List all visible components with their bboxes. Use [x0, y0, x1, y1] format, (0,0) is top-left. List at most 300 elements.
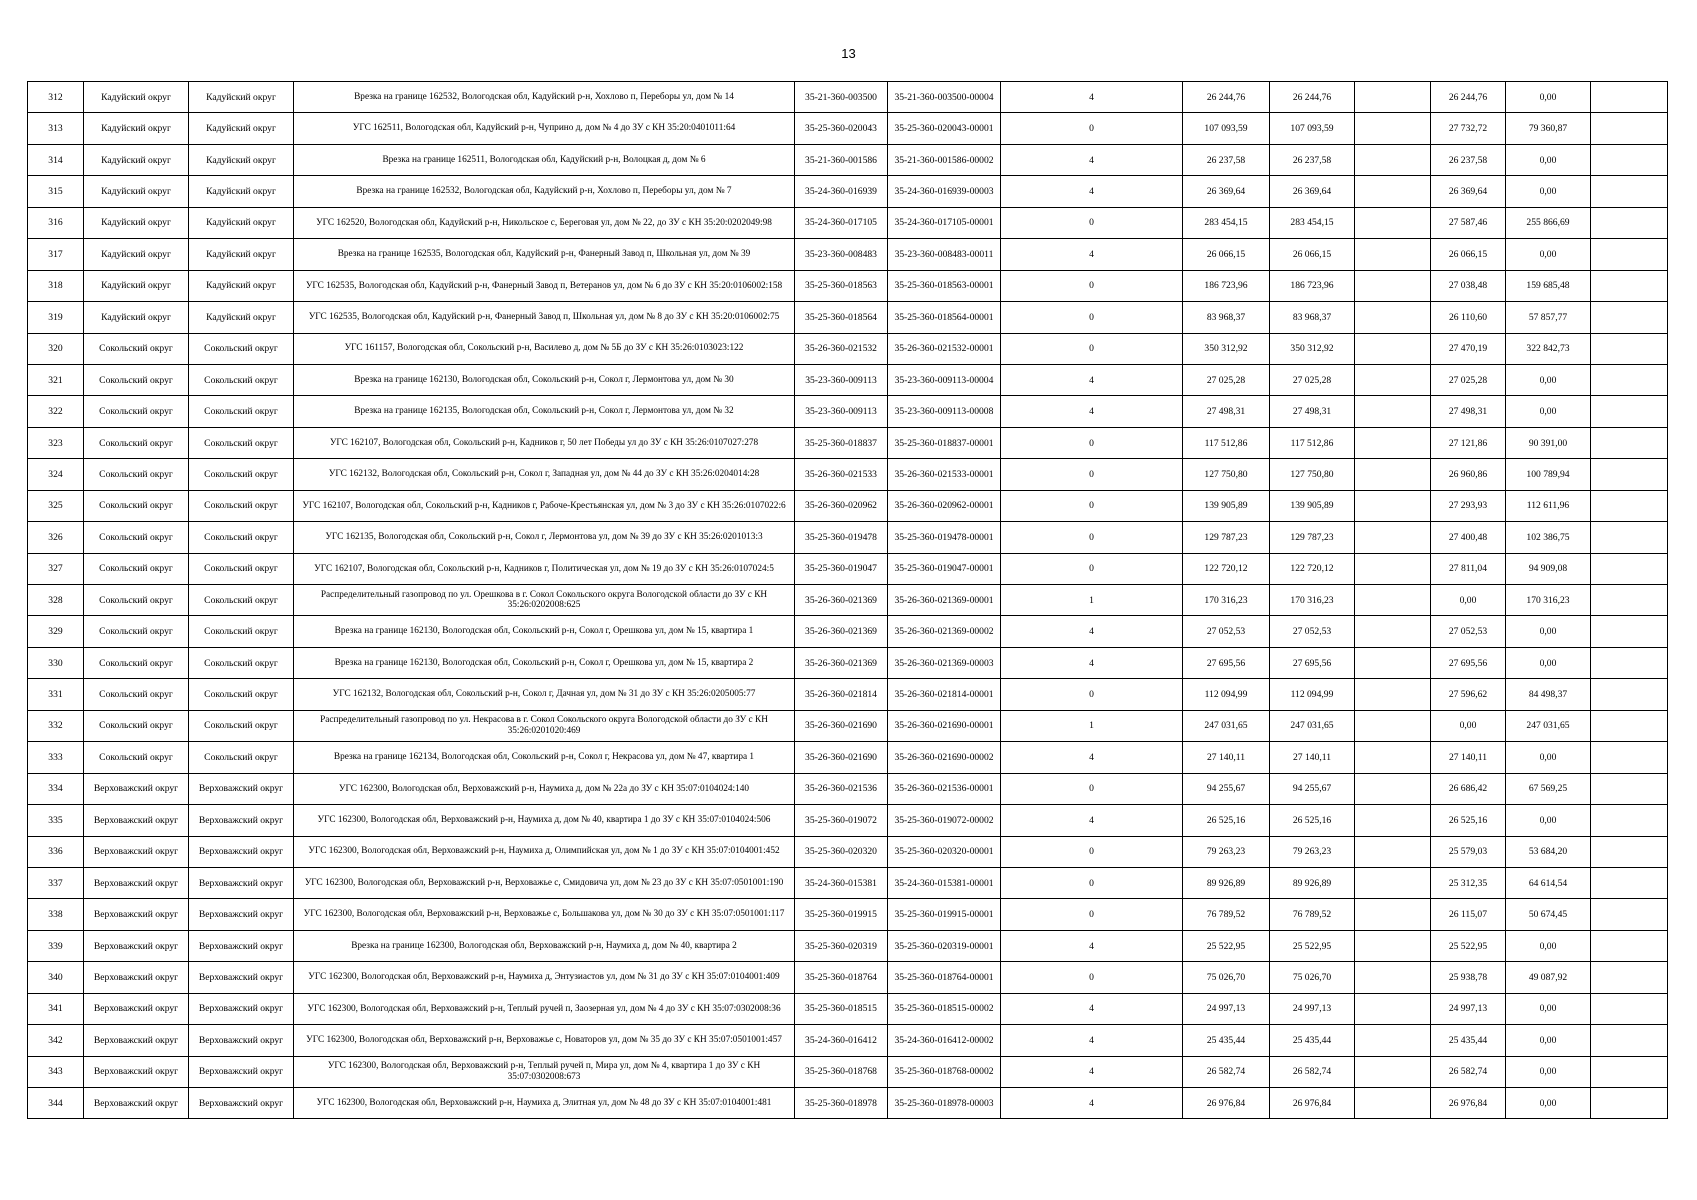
row-number-cell: 319 [28, 302, 84, 333]
connection-cost-cell: 27 038,48 [1431, 270, 1506, 301]
cadastral-number-cell: 35-26-360-021532-00001 [888, 333, 1001, 364]
cadastral-number-cell: 35-24-360-016939-00003 [888, 176, 1001, 207]
cost-cell: 129 787,23 [1270, 522, 1355, 553]
cadastral-number-cell: 35-24-360-016412-00002 [888, 1025, 1001, 1056]
cadastral-number-cell: 35-26-360-020962-00001 [888, 490, 1001, 521]
row-number-cell: 314 [28, 144, 84, 175]
empty-cell [1591, 805, 1668, 836]
municipality-cell: Сокольский округ [189, 553, 294, 584]
connection-cost-cell: 0,00 [1431, 585, 1506, 616]
table-row [28, 773, 1668, 804]
row-number-cell: 331 [28, 679, 84, 710]
municipality-cell: Кадуйский округ [189, 176, 294, 207]
category-cell: 4 [1001, 805, 1183, 836]
empty-cell [1591, 585, 1668, 616]
empty-cell [1355, 1025, 1431, 1056]
object-code-cell: 35-25-360-018837 [795, 427, 888, 458]
cost-cell: 26 369,64 [1270, 176, 1355, 207]
cost-cell: 26 976,84 [1270, 1088, 1355, 1119]
address-cell: УГС 162132, Вологодская обл, Сокольский р-н, Сокол г, Дачная ул, дом № 31 до ЗУ с КН 35:26:0205005:77 [294, 679, 795, 710]
table-row [28, 1056, 1668, 1087]
table-row [28, 333, 1668, 364]
empty-cell [1355, 239, 1431, 270]
network-cost-cell: 79 360,87 [1506, 113, 1591, 144]
cost-cell: 26 244,76 [1270, 82, 1355, 113]
cadastral-number-cell: 35-24-360-015381-00001 [888, 867, 1001, 898]
table-row [28, 239, 1668, 270]
address-cell: УГС 162107, Вологодская обл, Сокольский р-н, Кадников г, 50 лет Победы ул до ЗУ с КН 35:26:0107027:278 [294, 427, 795, 458]
empty-cell [1355, 679, 1431, 710]
total-cost-cell: 89 926,89 [1183, 867, 1270, 898]
table-row [28, 302, 1668, 333]
total-cost-cell: 112 094,99 [1183, 679, 1270, 710]
cost-cell: 26 066,15 [1270, 239, 1355, 270]
total-cost-cell: 26 976,84 [1183, 1088, 1270, 1119]
table-row [28, 805, 1668, 836]
municipality-cell: Кадуйский округ [189, 113, 294, 144]
connection-cost-cell: 26 686,42 [1431, 773, 1506, 804]
empty-cell [1355, 1056, 1431, 1087]
district-cell: Кадуйский округ [84, 113, 189, 144]
total-cost-cell: 186 723,96 [1183, 270, 1270, 301]
cadastral-number-cell: 35-24-360-017105-00001 [888, 207, 1001, 238]
empty-cell [1591, 396, 1668, 427]
municipality-cell: Верховажский округ [189, 867, 294, 898]
table-row [28, 553, 1668, 584]
object-code-cell: 35-26-360-021369 [795, 585, 888, 616]
total-cost-cell: 24 997,13 [1183, 993, 1270, 1024]
total-cost-cell: 94 255,67 [1183, 773, 1270, 804]
network-cost-cell: 247 031,65 [1506, 710, 1591, 741]
cost-cell: 25 522,95 [1270, 930, 1355, 961]
table-row [28, 899, 1668, 930]
network-cost-cell: 0,00 [1506, 239, 1591, 270]
empty-cell [1355, 113, 1431, 144]
total-cost-cell: 139 905,89 [1183, 490, 1270, 521]
cadastral-number-cell: 35-26-360-021690-00002 [888, 742, 1001, 773]
connection-cost-cell: 25 435,44 [1431, 1025, 1506, 1056]
network-cost-cell: 94 909,08 [1506, 553, 1591, 584]
district-cell: Верховажский округ [84, 805, 189, 836]
connection-cost-cell: 27 121,86 [1431, 427, 1506, 458]
connection-cost-cell: 25 312,35 [1431, 867, 1506, 898]
address-cell: УГС 162300, Вологодская обл, Верховажский р-н, Наумиха д, Олимпийская ул, дом № 1 до ЗУ с КН 35:07:0104001:452 [294, 836, 795, 867]
cost-cell: 75 026,70 [1270, 962, 1355, 993]
category-cell: 0 [1001, 459, 1183, 490]
address-cell: УГС 162535, Вологодская обл, Кадуйский р-н, Фанерный Завод п, Школьная ул, дом № 8 до ЗУ с КН 35:20:0106002:75 [294, 302, 795, 333]
table-row [28, 1025, 1668, 1056]
page-number: 13 [841, 46, 856, 61]
total-cost-cell: 79 263,23 [1183, 836, 1270, 867]
connection-cost-cell: 0,00 [1431, 710, 1506, 741]
address-cell: Врезка на границе 162130, Вологодская обл, Сокольский р-н, Сокол г, Орешкова ул, дом № 15, квартира 1 [294, 616, 795, 647]
network-cost-cell: 0,00 [1506, 805, 1591, 836]
empty-cell [1355, 773, 1431, 804]
total-cost-cell: 170 316,23 [1183, 585, 1270, 616]
empty-cell [1355, 459, 1431, 490]
address-cell: Распределительный газопровод по ул. Орешкова в г. Сокол Сокольского округа Вологодской области до ЗУ с КН 35:26:0202008:625 [294, 585, 795, 616]
object-code-cell: 35-25-360-020043 [795, 113, 888, 144]
table-row [28, 176, 1668, 207]
cadastral-number-cell: 35-26-360-021533-00001 [888, 459, 1001, 490]
empty-cell [1355, 805, 1431, 836]
empty-cell [1355, 144, 1431, 175]
cost-cell: 112 094,99 [1270, 679, 1355, 710]
category-cell: 4 [1001, 742, 1183, 773]
table-row [28, 144, 1668, 175]
object-code-cell: 35-25-360-018768 [795, 1056, 888, 1087]
network-cost-cell: 0,00 [1506, 742, 1591, 773]
network-cost-cell: 84 498,37 [1506, 679, 1591, 710]
address-cell: УГС 162300, Вологодская обл, Верховажский р-н, Теплый ручей п, Заозерная ул, дом № 4 до ЗУ с КН 35:07:0302008:36 [294, 993, 795, 1024]
empty-cell [1591, 962, 1668, 993]
connection-cost-cell: 26 237,58 [1431, 144, 1506, 175]
district-cell: Верховажский округ [84, 962, 189, 993]
table-row [28, 930, 1668, 961]
table-row [28, 270, 1668, 301]
total-cost-cell: 27 052,53 [1183, 616, 1270, 647]
row-number-cell: 325 [28, 490, 84, 521]
row-number-cell: 344 [28, 1088, 84, 1119]
cadastral-number-cell: 35-26-360-021690-00001 [888, 710, 1001, 741]
total-cost-cell: 122 720,12 [1183, 553, 1270, 584]
table-row [28, 962, 1668, 993]
total-cost-cell: 27 025,28 [1183, 364, 1270, 395]
municipality-cell: Сокольский округ [189, 333, 294, 364]
empty-cell [1591, 333, 1668, 364]
address-cell: УГС 162300, Вологодская обл, Верховажский р-н, Наумиха д, дом № 40, квартира 1 до ЗУ с КН 35:07:0104024:506 [294, 805, 795, 836]
district-cell: Сокольский округ [84, 490, 189, 521]
network-cost-cell: 0,00 [1506, 930, 1591, 961]
district-cell: Верховажский округ [84, 773, 189, 804]
empty-cell [1355, 82, 1431, 113]
cadastral-number-cell: 35-23-360-009113-00004 [888, 364, 1001, 395]
district-cell: Сокольский округ [84, 616, 189, 647]
cost-cell: 107 093,59 [1270, 113, 1355, 144]
connection-cost-cell: 27 025,28 [1431, 364, 1506, 395]
row-number-cell: 330 [28, 647, 84, 678]
empty-cell [1355, 585, 1431, 616]
table-row [28, 647, 1668, 678]
municipality-cell: Сокольский округ [189, 742, 294, 773]
total-cost-cell: 27 695,56 [1183, 647, 1270, 678]
total-cost-cell: 350 312,92 [1183, 333, 1270, 364]
cadastral-number-cell: 35-25-360-018978-00003 [888, 1088, 1001, 1119]
row-number-cell: 340 [28, 962, 84, 993]
connection-cost-cell: 27 140,11 [1431, 742, 1506, 773]
district-cell: Кадуйский округ [84, 302, 189, 333]
row-number-cell: 337 [28, 867, 84, 898]
cost-cell: 26 237,58 [1270, 144, 1355, 175]
table-row [28, 459, 1668, 490]
municipality-cell: Сокольский округ [189, 616, 294, 647]
cadastral-number-cell: 35-21-360-001586-00002 [888, 144, 1001, 175]
category-cell: 0 [1001, 867, 1183, 898]
row-number-cell: 312 [28, 82, 84, 113]
cost-cell: 127 750,80 [1270, 459, 1355, 490]
row-number-cell: 333 [28, 742, 84, 773]
district-cell: Сокольский округ [84, 364, 189, 395]
total-cost-cell: 283 454,15 [1183, 207, 1270, 238]
address-cell: Врезка на границе 162130, Вологодская обл, Сокольский р-н, Сокол г, Лермонтова ул, дом № 30 [294, 364, 795, 395]
district-cell: Кадуйский округ [84, 176, 189, 207]
network-cost-cell: 0,00 [1506, 176, 1591, 207]
network-cost-cell: 0,00 [1506, 364, 1591, 395]
municipality-cell: Сокольский округ [189, 522, 294, 553]
category-cell: 0 [1001, 490, 1183, 521]
connection-cost-cell: 25 522,95 [1431, 930, 1506, 961]
district-cell: Сокольский округ [84, 679, 189, 710]
object-code-cell: 35-23-360-008483 [795, 239, 888, 270]
category-cell: 0 [1001, 679, 1183, 710]
connection-cost-cell: 24 997,13 [1431, 993, 1506, 1024]
row-number-cell: 323 [28, 427, 84, 458]
address-cell: УГС 162520, Вологодская обл, Кадуйский р-н, Никольское с, Береговая ул, дом № 22, до ЗУ с КН 35:20:0202049:98 [294, 207, 795, 238]
cadastral-number-cell: 35-25-360-019915-00001 [888, 899, 1001, 930]
network-cost-cell: 67 569,25 [1506, 773, 1591, 804]
row-number-cell: 315 [28, 176, 84, 207]
connection-cost-cell: 26 960,86 [1431, 459, 1506, 490]
category-cell: 0 [1001, 427, 1183, 458]
cost-cell: 79 263,23 [1270, 836, 1355, 867]
cost-cell: 139 905,89 [1270, 490, 1355, 521]
category-cell: 4 [1001, 993, 1183, 1024]
cost-cell: 76 789,52 [1270, 899, 1355, 930]
empty-cell [1355, 899, 1431, 930]
empty-cell [1591, 239, 1668, 270]
table-row [28, 742, 1668, 773]
connection-cost-cell: 27 400,48 [1431, 522, 1506, 553]
object-code-cell: 35-24-360-017105 [795, 207, 888, 238]
cadastral-number-cell: 35-21-360-003500-00004 [888, 82, 1001, 113]
cadastral-number-cell: 35-25-360-018563-00001 [888, 270, 1001, 301]
row-number-cell: 322 [28, 396, 84, 427]
empty-cell [1591, 616, 1668, 647]
municipality-cell: Сокольский округ [189, 490, 294, 521]
row-number-cell: 342 [28, 1025, 84, 1056]
row-number-cell: 332 [28, 710, 84, 741]
object-code-cell: 35-25-360-018564 [795, 302, 888, 333]
table-row [28, 616, 1668, 647]
cadastral-number-cell: 35-23-360-008483-00011 [888, 239, 1001, 270]
category-cell: 0 [1001, 773, 1183, 804]
cost-cell: 186 723,96 [1270, 270, 1355, 301]
connection-cost-cell: 26 115,07 [1431, 899, 1506, 930]
row-number-cell: 334 [28, 773, 84, 804]
municipality-cell: Кадуйский округ [189, 302, 294, 333]
object-code-cell: 35-26-360-020962 [795, 490, 888, 521]
municipality-cell: Сокольский округ [189, 427, 294, 458]
connection-cost-cell: 27 498,31 [1431, 396, 1506, 427]
empty-cell [1591, 867, 1668, 898]
total-cost-cell: 26 369,64 [1183, 176, 1270, 207]
table-row [28, 836, 1668, 867]
empty-cell [1591, 176, 1668, 207]
total-cost-cell: 26 237,58 [1183, 144, 1270, 175]
category-cell: 4 [1001, 396, 1183, 427]
district-cell: Сокольский округ [84, 427, 189, 458]
cost-cell: 24 997,13 [1270, 993, 1355, 1024]
object-code-cell: 35-25-360-019478 [795, 522, 888, 553]
cost-cell: 117 512,86 [1270, 427, 1355, 458]
district-cell: Кадуйский округ [84, 207, 189, 238]
cost-cell: 247 031,65 [1270, 710, 1355, 741]
connection-cost-cell: 27 695,56 [1431, 647, 1506, 678]
district-cell: Сокольский округ [84, 522, 189, 553]
category-cell: 4 [1001, 616, 1183, 647]
address-cell: Врезка на границе 162535, Вологодская обл, Кадуйский р-н, Фанерный Завод п, Школьная ул, дом № 39 [294, 239, 795, 270]
network-cost-cell: 102 386,75 [1506, 522, 1591, 553]
object-code-cell: 35-25-360-019072 [795, 805, 888, 836]
cost-cell: 27 140,11 [1270, 742, 1355, 773]
municipality-cell: Сокольский округ [189, 710, 294, 741]
municipality-cell: Верховажский округ [189, 1056, 294, 1087]
empty-cell [1591, 490, 1668, 521]
network-cost-cell: 64 614,54 [1506, 867, 1591, 898]
cadastral-number-cell: 35-26-360-021369-00003 [888, 647, 1001, 678]
cost-cell: 170 316,23 [1270, 585, 1355, 616]
category-cell: 4 [1001, 1088, 1183, 1119]
address-cell: УГС 162300, Вологодская обл, Верховажский р-н, Верховажье с, Смидовича ул, дом № 23 до ЗУ с КН 35:07:0501001:190 [294, 867, 795, 898]
total-cost-cell: 129 787,23 [1183, 522, 1270, 553]
row-number-cell: 339 [28, 930, 84, 961]
object-code-cell: 35-26-360-021532 [795, 333, 888, 364]
network-cost-cell: 0,00 [1506, 1025, 1591, 1056]
total-cost-cell: 247 031,65 [1183, 710, 1270, 741]
category-cell: 4 [1001, 239, 1183, 270]
table-row [28, 113, 1668, 144]
municipality-cell: Верховажский округ [189, 899, 294, 930]
cadastral-number-cell: 35-26-360-021369-00002 [888, 616, 1001, 647]
empty-cell [1591, 1056, 1668, 1087]
cost-cell: 89 926,89 [1270, 867, 1355, 898]
network-cost-cell: 100 789,94 [1506, 459, 1591, 490]
object-code-cell: 35-23-360-009113 [795, 396, 888, 427]
empty-cell [1355, 993, 1431, 1024]
empty-cell [1355, 616, 1431, 647]
category-cell: 0 [1001, 302, 1183, 333]
row-number-cell: 321 [28, 364, 84, 395]
cost-cell: 27 695,56 [1270, 647, 1355, 678]
district-cell: Сокольский округ [84, 553, 189, 584]
address-cell: УГС 162300, Вологодская обл, Верховажский р-н, Наумиха д, дом № 22а до ЗУ с КН 35:07:0104024:140 [294, 773, 795, 804]
cadastral-number-cell: 35-25-360-018564-00001 [888, 302, 1001, 333]
network-cost-cell: 0,00 [1506, 144, 1591, 175]
empty-cell [1591, 1025, 1668, 1056]
category-cell: 0 [1001, 270, 1183, 301]
empty-cell [1591, 522, 1668, 553]
object-code-cell: 35-26-360-021533 [795, 459, 888, 490]
connection-cost-cell: 26 525,16 [1431, 805, 1506, 836]
district-cell: Верховажский округ [84, 1088, 189, 1119]
category-cell: 0 [1001, 836, 1183, 867]
empty-cell [1591, 113, 1668, 144]
object-code-cell: 35-24-360-015381 [795, 867, 888, 898]
municipality-cell: Верховажский округ [189, 993, 294, 1024]
network-cost-cell: 57 857,77 [1506, 302, 1591, 333]
cadastral-number-cell: 35-25-360-019072-00002 [888, 805, 1001, 836]
address-cell: УГС 162511, Вологодская обл, Кадуйский р-н, Чуприно д, дом № 4 до ЗУ с КН 35:20:0401011:64 [294, 113, 795, 144]
total-cost-cell: 76 789,52 [1183, 899, 1270, 930]
total-cost-cell: 25 435,44 [1183, 1025, 1270, 1056]
total-cost-cell: 117 512,86 [1183, 427, 1270, 458]
network-cost-cell: 50 674,45 [1506, 899, 1591, 930]
table-row [28, 867, 1668, 898]
category-cell: 0 [1001, 899, 1183, 930]
address-cell: УГС 162107, Вологодская обл, Сокольский р-н, Кадников г, Рабоче-Крестьянская ул, дом № 3 до ЗУ с КН 35:26:0107022:6 [294, 490, 795, 521]
connection-cost-cell: 26 976,84 [1431, 1088, 1506, 1119]
category-cell: 4 [1001, 176, 1183, 207]
municipality-cell: Верховажский округ [189, 930, 294, 961]
address-cell: Врезка на границе 162511, Вологодская обл, Кадуйский р-н, Волоцкая д, дом № 6 [294, 144, 795, 175]
empty-cell [1355, 742, 1431, 773]
total-cost-cell: 26 066,15 [1183, 239, 1270, 270]
total-cost-cell: 27 140,11 [1183, 742, 1270, 773]
empty-cell [1591, 1088, 1668, 1119]
network-cost-cell: 0,00 [1506, 616, 1591, 647]
row-number-cell: 326 [28, 522, 84, 553]
network-cost-cell: 53 684,20 [1506, 836, 1591, 867]
row-number-cell: 343 [28, 1056, 84, 1087]
network-cost-cell: 112 611,96 [1506, 490, 1591, 521]
table-row [28, 207, 1668, 238]
address-cell: Распределительный газопровод по ул. Некрасова в г. Сокол Сокольского округа Вологодской области до ЗУ с КН 35:26:0201020:469 [294, 710, 795, 741]
total-cost-cell: 25 522,95 [1183, 930, 1270, 961]
object-code-cell: 35-25-360-019047 [795, 553, 888, 584]
empty-cell [1591, 427, 1668, 458]
district-cell: Сокольский округ [84, 459, 189, 490]
table-row [28, 585, 1668, 616]
object-code-cell: 35-26-360-021536 [795, 773, 888, 804]
district-cell: Кадуйский округ [84, 270, 189, 301]
empty-cell [1355, 176, 1431, 207]
municipality-cell: Верховажский округ [189, 805, 294, 836]
connection-cost-cell: 26 369,64 [1431, 176, 1506, 207]
district-cell: Сокольский округ [84, 396, 189, 427]
empty-cell [1591, 647, 1668, 678]
connection-cost-cell: 27 587,46 [1431, 207, 1506, 238]
municipality-cell: Кадуйский округ [189, 239, 294, 270]
network-cost-cell: 0,00 [1506, 647, 1591, 678]
network-cost-cell: 90 391,00 [1506, 427, 1591, 458]
empty-cell [1591, 679, 1668, 710]
row-number-cell: 328 [28, 585, 84, 616]
municipality-cell: Сокольский округ [189, 396, 294, 427]
empty-cell [1591, 270, 1668, 301]
category-cell: 4 [1001, 930, 1183, 961]
empty-cell [1355, 867, 1431, 898]
object-code-cell: 35-21-360-001586 [795, 144, 888, 175]
address-cell: УГС 162135, Вологодская обл, Сокольский р-н, Сокол г, Лермонтова ул, дом № 39 до ЗУ с КН 35:26:0201013:3 [294, 522, 795, 553]
municipality-cell: Кадуйский округ [189, 270, 294, 301]
empty-cell [1355, 522, 1431, 553]
object-code-cell: 35-25-360-018563 [795, 270, 888, 301]
cadastral-number-cell: 35-25-360-020319-00001 [888, 930, 1001, 961]
address-cell: Врезка на границе 162135, Вологодская обл, Сокольский р-н, Сокол г, Лермонтова ул, дом № 32 [294, 396, 795, 427]
cadastral-number-cell: 35-26-360-021369-00001 [888, 585, 1001, 616]
category-cell: 4 [1001, 647, 1183, 678]
connection-cost-cell: 26 066,15 [1431, 239, 1506, 270]
category-cell: 4 [1001, 364, 1183, 395]
empty-cell [1591, 773, 1668, 804]
district-cell: Сокольский округ [84, 710, 189, 741]
address-cell: Врезка на границе 162134, Вологодская обл, Сокольский р-н, Сокол г, Некрасова ул, дом № 47, квартира 1 [294, 742, 795, 773]
address-cell: Врезка на границе 162130, Вологодская обл, Сокольский р-н, Сокол г, Орешкова ул, дом № 15, квартира 2 [294, 647, 795, 678]
empty-cell [1355, 553, 1431, 584]
district-cell: Верховажский округ [84, 1025, 189, 1056]
connection-cost-cell: 27 052,53 [1431, 616, 1506, 647]
cost-cell: 26 525,16 [1270, 805, 1355, 836]
